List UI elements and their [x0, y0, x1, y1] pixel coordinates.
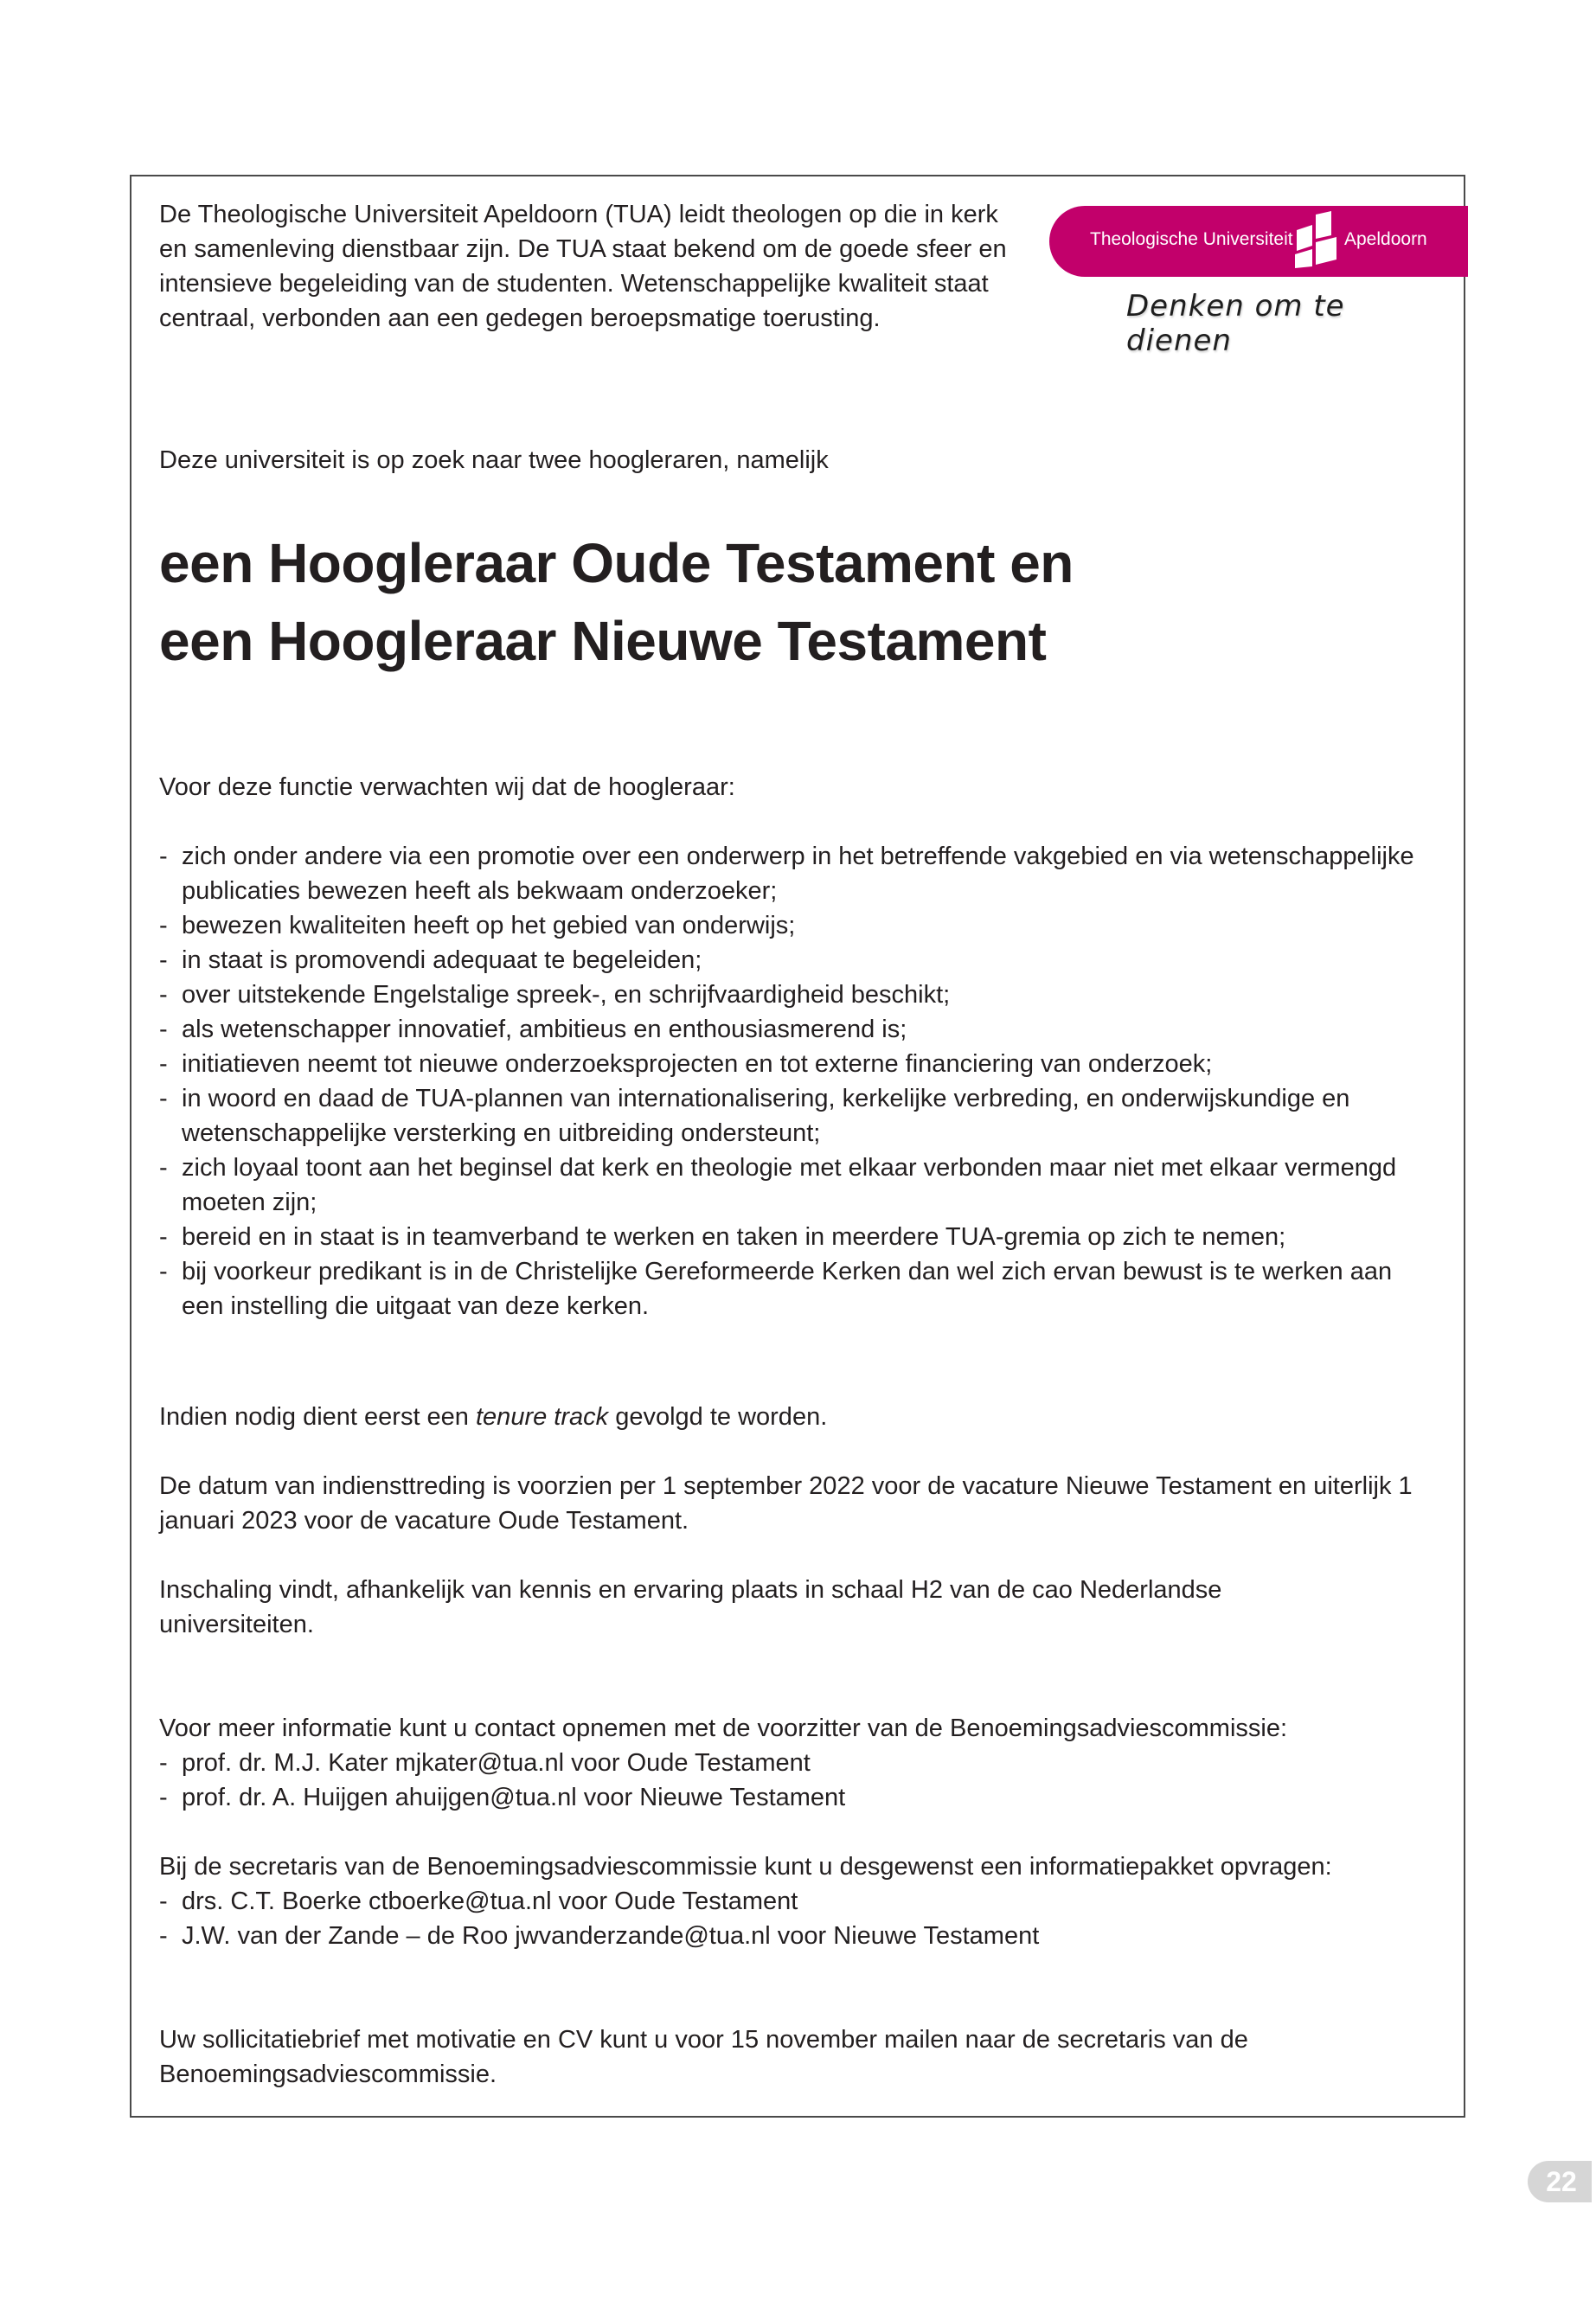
- requirements-intro: Voor deze functie verwachten wij dat de hoogleraar:: [159, 773, 735, 801]
- tenure-after: gevolgd te worden.: [608, 1403, 828, 1431]
- list-item: - bereid en in staat is in teamverband te werken en taken in meerdere TUA-gremia op zich te nemen;: [159, 1220, 1439, 1254]
- info-section: [159, 1711, 1448, 1815]
- vacancy-heading: [159, 524, 1074, 680]
- closing-paragraph: Uw sollicitatiebrief met motivatie en CV kunt u voor 15 november mailen naar de secretaris van de Benoemingsadviescommissie.: [159, 2026, 1248, 2088]
- list-item: - zich onder andere via een promotie over een onderwerp in het betreffende vakgebied en via wetenschappelijke publicaties bewezen heeft als bekwaam onderzoeker;: [159, 839, 1439, 908]
- search-line: Deze universiteit is op zoek naar twee hoogleraren, namelijk: [159, 446, 829, 474]
- heading-line-1: een Hoogleraar Oude Testament en: [159, 532, 1074, 594]
- info-contact-list: [159, 1746, 1448, 1815]
- tenure-italic: tenure track: [476, 1403, 609, 1431]
- list-item: - bij voorkeur predikant is in de Christelijke Gereformeerde Kerken dan wel zich ervan bewust is te werken aan een instelling die uitgaat van deze kerken.: [159, 1254, 1439, 1324]
- list-item: - als wetenschapper innovatief, ambitieus en enthousiasmerend is;: [159, 1012, 1439, 1047]
- list-item: - J.W. van der Zande – de Roo jwvanderzande@tua.nl voor Nieuwe Testament: [159, 1919, 1448, 1953]
- secretary-contact-list: [159, 1884, 1448, 1953]
- cross-book-icon: [1293, 211, 1342, 268]
- heading-line-2: een Hoogleraar Nieuwe Testament: [159, 610, 1047, 672]
- info-intro: Voor meer informatie kunt u contact opnemen met de voorzitter van de Benoemingsadviescommissie:: [159, 1715, 1288, 1742]
- list-item: - drs. C.T. Boerke ctboerke@tua.nl voor Oude Testament: [159, 1884, 1448, 1919]
- list-item: - bewezen kwaliteiten heeft op het gebied van onderwijs;: [159, 908, 1439, 943]
- salary-paragraph: Inschaling vindt, afhankelijk van kennis en ervaring plaats in schaal H2 van de cao Nederlandse universiteiten.: [159, 1576, 1222, 1638]
- list-item: - prof. dr. A. Huijgen ahuijgen@tua.nl voor Nieuwe Testament: [159, 1780, 1448, 1815]
- tenure-paragraph: [159, 1400, 827, 1434]
- secretary-section: [159, 1849, 1448, 1953]
- start-date-paragraph: De datum van indiensttreding is voorzien per 1 september 2022 voor de vacature Nieuwe Testament en uiterlijk 1 januari 2023 voor de vacature Oude Testament.: [159, 1472, 1413, 1535]
- tua-logo: [1049, 206, 1468, 277]
- intro-paragraph: De Theologische Universiteit Apeldoorn (TUA) leidt theologen op die in kerk en samenleving dienstbaar zijn. De TUA staat bekend om de goede sfeer en intensieve begeleiding van de studenten. Wetenschappelijke kwaliteit staat centraal, verbonden aan een gedegen beroepsmatige toerusting.: [159, 201, 1007, 332]
- secretary-intro: Bij de secretaris van de Benoemingsadviescommissie kunt u desgewenst een informatiepakket opvragen:: [159, 1853, 1332, 1881]
- logo-city-text: Apeldoorn: [1344, 229, 1427, 249]
- list-item: - prof. dr. M.J. Kater mjkater@tua.nl voor Oude Testament: [159, 1746, 1448, 1780]
- list-item: - zich loyaal toont aan het beginsel dat kerk en theologie met elkaar verbonden maar niet met elkaar vermengd moeten zijn;: [159, 1150, 1439, 1220]
- list-item: - over uitstekende Engelstalige spreek-, en schrijfvaardigheid beschikt;: [159, 977, 1439, 1012]
- page-number: 22: [1528, 2161, 1592, 2202]
- tenure-before: Indien nodig dient eerst een: [159, 1403, 476, 1431]
- logo-university-text: Theologische Universiteit: [1090, 229, 1293, 249]
- list-item: - initiatieven neemt tot nieuwe onderzoeksprojecten en tot externe financiering van onderzoek;: [159, 1047, 1439, 1081]
- list-item: - in woord en daad de TUA-plannen van internationalisering, kerkelijke verbreding, en onderwijskundige en wetenschappelijke versterking en uitbreiding ondersteunt;: [159, 1081, 1439, 1150]
- requirements-list: [159, 839, 1439, 1324]
- list-item: - in staat is promovendi adequaat te begeleiden;: [159, 943, 1439, 977]
- logo-tagline: Denken om te dienen: [1126, 289, 1345, 358]
